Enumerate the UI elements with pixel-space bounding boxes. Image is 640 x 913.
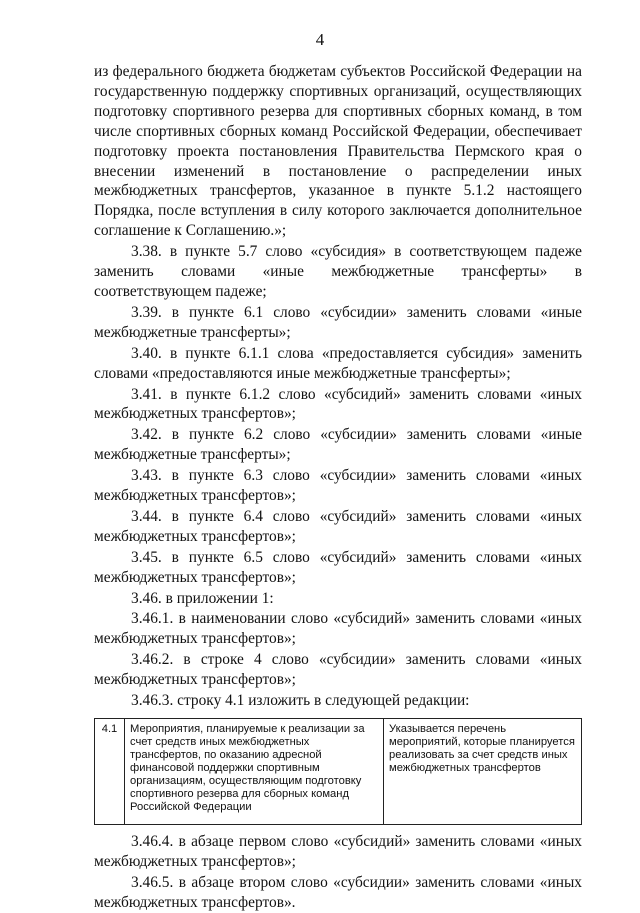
paragraph: 3.45. в пункте 6.5 слово «субсидий» заменить словами «иных межбюджетных трансфертов»; [94, 548, 582, 586]
paragraph: 3.39. в пункте 6.1 слово «субсидии» заменить словами «иные межбюджетные трансферты»; [94, 303, 582, 341]
row-number-cell: 4.1 [95, 719, 125, 825]
table-row [95, 719, 582, 825]
paragraph: 3.46. в приложении 1: [131, 589, 274, 607]
paragraph: 3.40. в пункте 6.1.1 слова «предоставляется субсидия» заменить словами «предоставляются иные межбюджетные трансферты»; [94, 344, 582, 382]
paragraph: 3.42. в пункте 6.2 слово «субсидии» заменить словами «иные межбюджетные трансферты»; [94, 426, 582, 464]
paragraphs-after-table [94, 832, 582, 913]
page-number: 4 [315, 30, 325, 49]
indicator-cell: Указывается перечень мероприятий, которые планируется реализовать за счет средств иных межбюджетных трансфертов [384, 719, 582, 825]
paragraph: из федерального бюджета бюджетам субъектов Российской Федерации на государственную поддержку спортивных организаций, осуществляющих подготовку спортивного резерва для спортивных сборных команд, в том числе спортивных сборных команд Российской Федерации, обеспечивает подготовку проекта постановления Правительства Пермского края о внесении изменений в постановление о распределении иных межбюджетных трансфертов, указанное в пункте 5.1.2 настоящего Порядка, после вступления в силу которого заключается дополнительное соглашение к Соглашению.»; [94, 63, 582, 240]
paragraph: 3.46.3. строку 4.1 изложить в следующей редакции: [131, 692, 470, 710]
document-body [94, 62, 582, 913]
paragraph: 3.43. в пункте 6.3 слово «субсидии» заменить словами «иных межбюджетных трансфертов»; [94, 467, 582, 505]
paragraph: 3.41. в пункте 6.1.2 слово «субсидий» заменить словами «иных межбюджетных трансфертов»; [94, 385, 582, 423]
measure-cell: Мероприятия, планируемые к реализации за счет средств иных межбюджетных трансфертов, по оказанию адресной финансовой поддержки спортивным организациям, осуществляющим подготовку спортивного резерва для сборных команд Российской Федерации [125, 719, 384, 825]
paragraph: 3.44. в пункте 6.4 слово «субсидий» заменить словами «иных межбюджетных трансфертов»; [94, 507, 582, 545]
paragraph: 3.38. в пункте 5.7 слово «субсидия» в соответствующем падеже заменить словами «иные межбюджетные трансферты» в соответствующем падеже; [94, 243, 582, 300]
paragraphs-before-table [94, 62, 582, 711]
paragraph: 3.46.4. в абзаце первом слово «субсидий» заменить словами «иных межбюджетных трансфертов»; [94, 833, 582, 870]
paragraph: 3.46.1. в наименовании слово «субсидий» заменить словами «иных межбюджетных трансфертов»; [94, 610, 582, 648]
paragraph: 3.46.5. в абзаце втором слово «субсидии» заменить словами «иных межбюджетных трансфертов». [94, 873, 582, 911]
amendment-table [94, 718, 582, 825]
paragraph: 3.46.2. в строке 4 слово «субсидии» заменить словами «иных межбюджетных трансфертов»; [94, 651, 582, 689]
